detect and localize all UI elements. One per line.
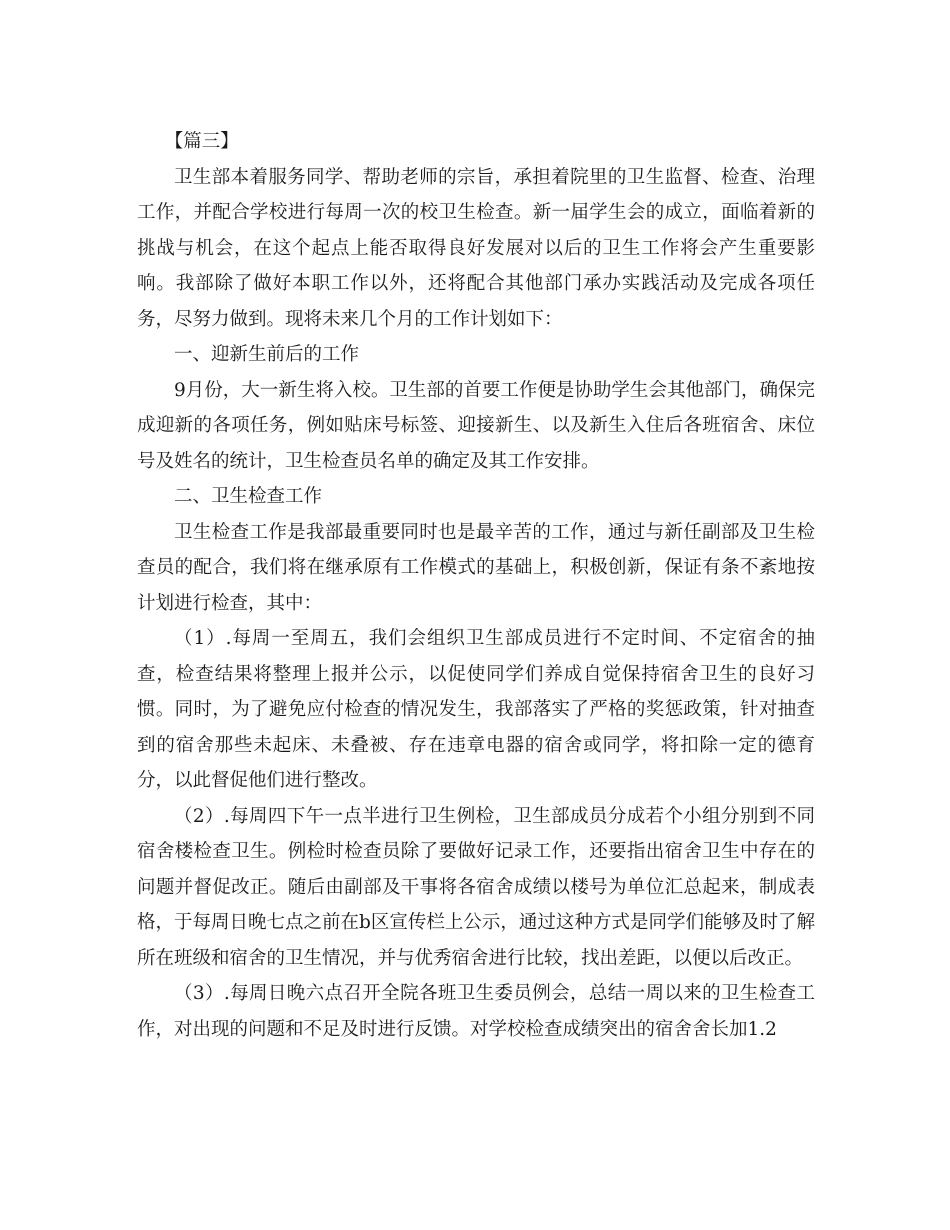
intro-paragraph: 卫生部本着服务同学、帮助老师的宗旨，承担着院里的卫生监督、检查、治理工作，并配合学校进行每周一次的校卫生检查。新一届学生会的成立，面临着新的挑战与机会，在这个起点上能否取得良好发展对以后的卫生工作将会产生重要影响。我部除了做好本职工作以外，还将配合其他部门承办实践活动及完成各项任务，尽努力做到。现将未来几个月的工作计划如下： bbox=[137, 166, 815, 330]
section-title: 【篇三】 bbox=[164, 131, 239, 152]
item-2-paragraph: （2）.每周四下午一点半进行卫生例检，卫生部成员分成若个小组分别到不同宿舍楼检查卫生。例检时检查员除了要做好记录工作，还要指出宿舍卫生中存在的问题并督促改正。随后由副部及干事将各宿舍成绩以楼号为单位汇总起来，制成表格，于每周日晚七点之前在b区宣传栏上公示，通过这种方式是同学们能够及时了解所在班级和宿舍的卫生情况，并与优秀宿舍进行比较，找出差距，以便以后改正。 bbox=[137, 805, 815, 969]
inspection-paragraph: 卫生检查工作是我部最重要同时也是最辛苦的工作，通过与新任副部及卫生检查员的配合，我们将在继承原有工作模式的基础上，积极创新，保证有条不紊地按计划进行检查，其中： bbox=[137, 521, 815, 614]
subheading-inspection: 二、卫生检查工作 bbox=[174, 486, 323, 507]
item-3-paragraph: （3）.每周日晚六点召开全院各班卫生委员例会，总结一周以来的卫生检查工作，对出现的问题和不足及时进行反馈。对学校检查成绩突出的宿舍舍长加1.2 bbox=[137, 983, 815, 1040]
item-1-paragraph: （1）.每周一至周五，我们会组织卫生部成员进行不定时间、不定宿舍的抽查，检查结果将整理上报并公示，以促使同学们养成自觉保持宿舍卫生的良好习惯。同时，为了避免应付检查的情况发生，我部落实了严格的奖惩政策，针对抽查到的宿舍那些未起床、未叠被、存在违章电器的宿舍或同学，将扣除一定的德育分，以此督促他们进行整改。 bbox=[137, 628, 815, 791]
freshmen-paragraph: 9月份，大一新生将入校。卫生部的首要工作便是协助学生会其他部门，确保完成迎新的各项任务，例如贴床号标签、迎接新生、以及新生入住后各班宿舍、床位号及姓名的统计，卫生检查员名单的确定及其工作安排。 bbox=[137, 379, 815, 472]
document-body bbox=[137, 124, 815, 1047]
subheading-freshmen: 一、迎新生前后的工作 bbox=[174, 344, 360, 365]
